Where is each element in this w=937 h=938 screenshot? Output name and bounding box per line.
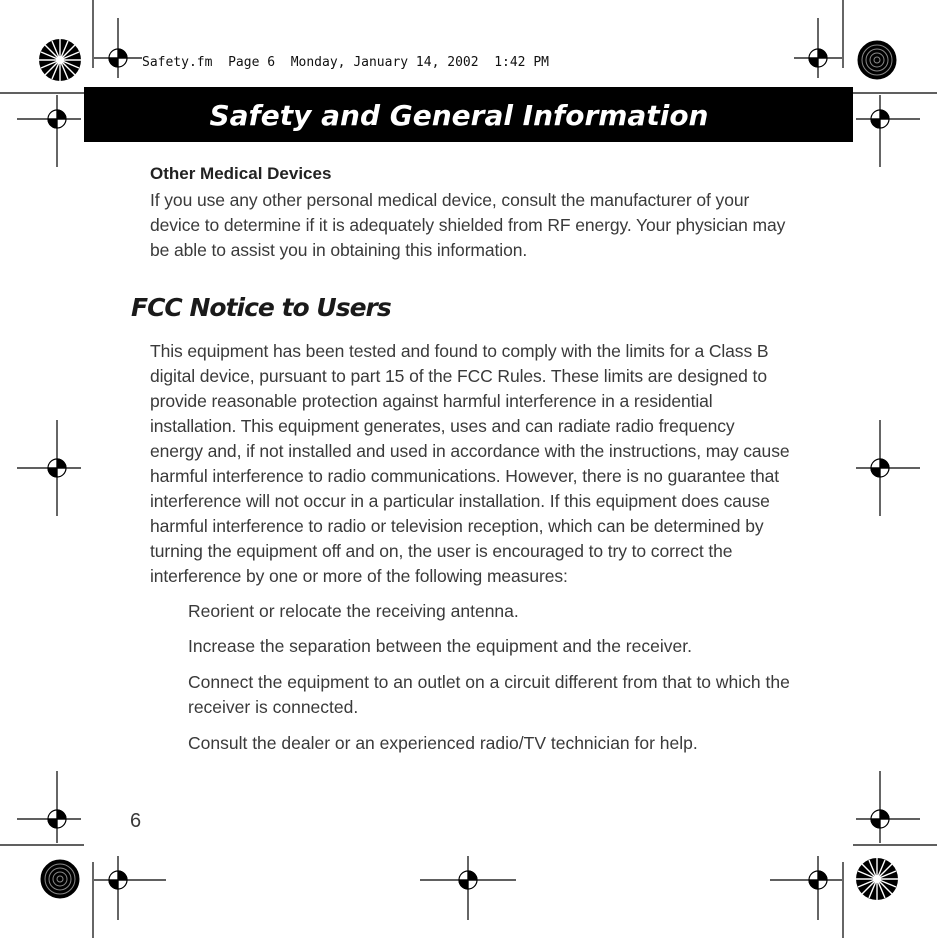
- fcc-paragraph: This equipment has been tested and found to comply with the limits for a Class B digital device, pursuant to part 15 of the FCC Rules. These limits are designed to provide reasonable protection against harmful interference in a residential installation. This equipment generates, uses and can radiate radio frequency energy and, if not installed and used in accordance with the instructions, may cause harmful interference to radio communications. However, there is no guarantee that interference will not occur in a particular installation. If this equipment does cause harmful interference to radio or television reception, which can be determined by turning the equipment off and on, the user is encouraged to try to correct the interference by one or more of the following measures:: [150, 341, 790, 586]
- ring-target-top-right: [858, 41, 896, 79]
- medical-heading: Other Medical Devices: [150, 164, 332, 183]
- medical-paragraph: If you use any other personal medical device, consult the manufacturer of your device to determine if it is adequately shielded from RF energy. Your physician may be able to assist you in obtaining this information.: [150, 190, 786, 260]
- measure-item: Reorient or relocate the receiving antenna.: [188, 601, 519, 621]
- page-number: 6: [130, 810, 142, 832]
- print-header: Safety.fm Page 6 Monday, January 14, 2002 1:42 PM: [142, 55, 549, 70]
- page-title: Safety and General Information: [209, 99, 709, 132]
- measure-item: Increase the separation between the equipment and the receiver.: [188, 636, 692, 656]
- star-target-top-left: [39, 39, 81, 81]
- measure-item: Connect the equipment to an outlet on a circuit different from that to which the receiver is connected.: [188, 672, 790, 717]
- ring-target-bottom-left: [41, 860, 79, 898]
- fcc-section-title: FCC Notice to Users: [131, 293, 391, 322]
- measure-item: Consult the dealer or an experienced radio/TV technician for help.: [188, 733, 698, 753]
- star-target-bottom-right: [856, 858, 898, 900]
